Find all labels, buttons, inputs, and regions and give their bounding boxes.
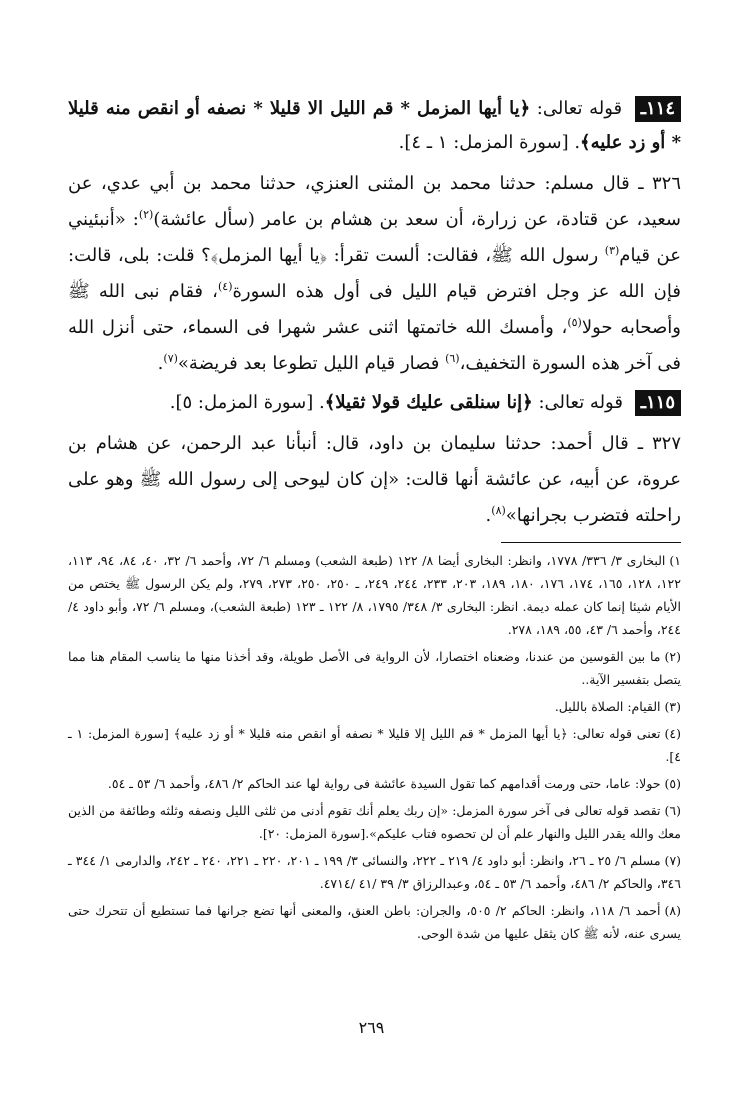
section-number-badge: ١١٥ـ (635, 390, 681, 416)
verse-reference: . [سورة المزمل: ٥]. (169, 392, 325, 413)
quran-verse: ﴿إنا سنلقى عليك قولا ثقيلا﴾ (324, 392, 533, 413)
hadith-327 (68, 426, 681, 534)
page-number: ٢٦٩ (358, 1018, 385, 1037)
hadith-text: . (157, 353, 164, 374)
hadith-326 (68, 166, 681, 382)
footnote-ref-8[interactable]: (٨) (491, 504, 506, 517)
hadith-text: ٣٢٧ ـ قال أحمد: حدثنا سليمان بن داود، قال: أنبأنا عبد الرحمن، عن هشام بن عروة، عن أبيه، عن عائشة أنها قالت: «إن كان ليوحى إلى رسول الله ﷺ وهو على راحلته فتضرب بجرانها» (68, 433, 681, 526)
section-114-heading (68, 92, 681, 160)
footnote-2: (٢)ما بين القوسين من عندنا، وضعناه اختصارا، لأن الرواية فى الأصل طويلة، وقد أخذنا منها ما يناسب المقام هنا مما يتصل بتفسير الآية.. (68, 649, 681, 687)
hadith-text: فصار قيام الليل تطوعا بعد فريضة» (177, 353, 446, 374)
footnotes-list (68, 549, 681, 945)
hadith-text: ، فقام نبى الله ﷺ وأصحابه حولا (68, 281, 681, 338)
footnote-7: (٧)مسلم ٦/ ٢٥ ـ ٢٦، وانظر: أبو داود ٤/ ٢١٩ ـ ٢٢٢، والنسائى ٣/ ١٩٩ ـ ٢٠١، ٢٢٠ ـ ٢٢١، ٢٤٠ ـ ٢٤٢، والدارمى ١/ ٣٤٤ ـ ٣٤٦، والحاكم ٢/ ٤٨٦، وأحمد ٦/ ٥٣ ـ ٥٤، وعبدالرزاق ٣/ ٣٩ /٤١ /٤٧١٤. (68, 853, 682, 891)
verse-reference: . [سورة المزمل: ١ ـ ٤]. (398, 132, 581, 153)
hadith-text: رسول الله ﷺ، فقالت: ألست تقرأ: ﴿يا أيها المزمل﴾؟ قلت: بلى، قالت: فإن الله عز وجل افترض قيام الليل فى أول هذه السورة (68, 245, 681, 302)
footnote-ref-6[interactable]: (٦) (445, 352, 460, 365)
quran-verse: ﴿يا أيها المزمل * قم الليل الا قليلا * نصفه أو انقص منه قليلا * أو زد عليه﴾ (68, 98, 681, 153)
footnote-ref-4[interactable]: (٤) (217, 280, 233, 293)
footnote-5: (٥)حولا: عاما، حتى ورمت أقدامهم كما تقول السيدة عائشة فى رواية لها عند الحاكم ٢/ ٤٨٦، وأحمد ٦/ ٥٣ ـ ٥٤. (107, 776, 681, 791)
section-115-heading (68, 386, 681, 420)
footnote-1: ١)البخارى ٣/ ٣٣٦/ ١٧٧٨، وانظر: البخارى أيضا ٨/ ١٢٢ (طبعة الشعب) ومسلم ٦/ ٧٢، وأحمد ٦/ ٣٢، ٤٠، ٨٤، ٩٤، ١١٣، ١٢٢، ١٢٨، ١٦٥، ١٧٤، ١٧٦، ١٨٠، ١٨٩، ٢٠٣، ٢٣٣، ٢٤٤، ٢٤٩، ـ ٢٥٠، ٢٥٠، ٢٧٣، ٢٧٩، ولم يكن الرسول ﷺ يختص من الأيام شيئا إنما كان عمله ديمة. انظر: البخارى ٣/ ٣٤٨/ ١٧٩٥، ٨/ ١٢٢ ـ ١٢٣ (طبعة الشعب)، ومسلم ٦/ ٧٢، وأبو داود ٤/ ٢٤٤، وأحمد ٦/ ٤٣، ٥٥، ١٨٩، ٢٧٨. (68, 553, 682, 637)
footnote-ref-5[interactable]: (٥) (567, 316, 582, 329)
section-number-badge: ١١٤ـ (635, 96, 681, 122)
hadith-text: : «أنبئيني عن قيام (68, 209, 681, 266)
footnote-ref-2[interactable]: (٢) (138, 208, 154, 221)
hadith-text: ، وأمسك الله خاتمتها اثنى عشر شهرا فى السماء، حتى أنزل الله فى آخر هذه السورة التخفيف، (68, 317, 681, 374)
hadith-text: ٣٢٦ ـ قال مسلم: حدثنا محمد بن المثنى العنزي، حدثنا محمد بن أبي عدي، عن سعيد، عن قتادة، عن زرارة، أن سعد بن هشام بن عامر (سأل عائشة) (68, 173, 682, 230)
footnote-8: (٨)أحمد ٦/ ١١٨، وانظر: الحاكم ٢/ ٥٠٥، والجران: باطن العنق، والمعنى أنها تضع جرانها فما تستطيع أن تتحرك حتى يسرى عنه، لأنه ﷺ كان يثقل عليها من شدة الوحى. (68, 903, 681, 941)
section-intro: قوله تعالى: (538, 392, 623, 413)
footnote-ref-3[interactable]: (٣) (604, 244, 620, 257)
hadith-text: . (485, 505, 492, 526)
footnote-3: (٣)القيام: الصلاة بالليل. (554, 699, 681, 714)
footnotes-separator (501, 542, 681, 543)
footnote-6: (٦)تقصد قوله تعالى فى آخر سورة المزمل: «إن ربك يعلم أنك تقوم أدنى من ثلثى الليل ونصفه وثلثه وطائفة من الذين معك والله يقدر الليل والنهار علم أن لن تحصوه فتاب عليكم».[سورة المزمل: ٢٠]. (68, 803, 681, 841)
section-intro: قوله تعالى: (536, 98, 623, 119)
footnote-4: (٤)تعنى قوله تعالى: ﴿يا أيها المزمل * قم الليل إلا قليلا * نصفه أو انقص منه قليلا * أو زد عليه﴾ [سورة المزمل: ١ ـ ٤]. (68, 726, 681, 764)
footnote-ref-7[interactable]: (٧) (163, 352, 178, 365)
